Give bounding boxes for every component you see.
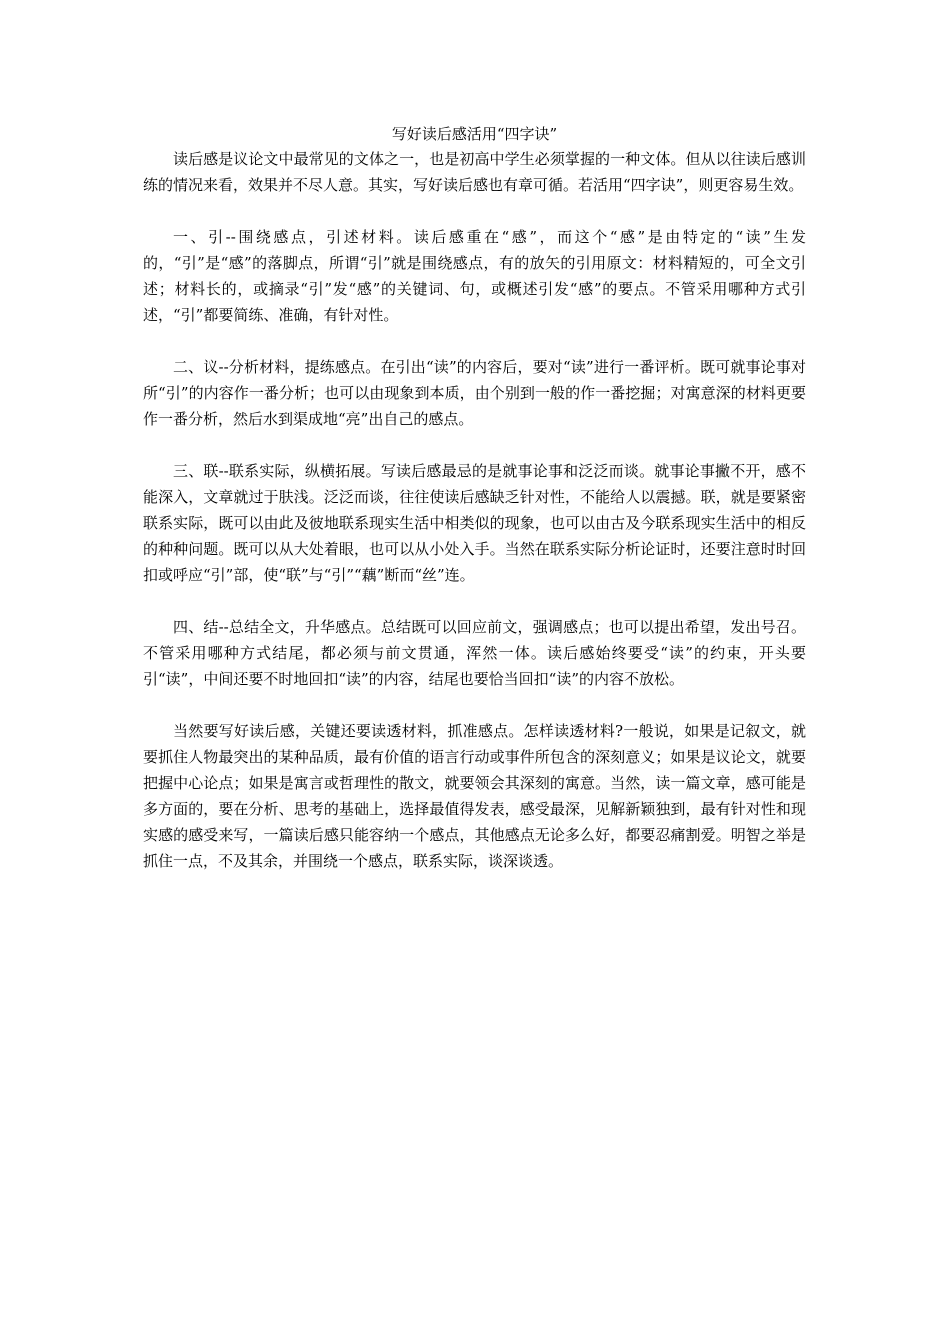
- paragraph-jie: 四、结--总结全文，升华感点。总结既可以回应前文，强调感点；也可以提出希望，发出号召。不管采用哪种方式结尾，都必须与前文贯通，浑然一体。读后感始终要受“读”的约束，开头要引“读”，中间还要不时地回扣“读”的内容，结尾也要恰当回扣“读”的内容不放松。: [143, 618, 806, 688]
- paragraph-gap: [143, 692, 806, 718]
- paragraph-lian: 三、联--联系实际，纵横拓展。写读后感最忌的是就事论事和泛泛而谈。就事论事撇不开，感不能深入，文章就过于肤浅。泛泛而谈，往往使读后感缺乏针对性，不能给人以震撼。联，就是要紧密联系实际，既可以由此及彼地联系现实生活中相类似的现象，也可以由古及今联系现实生活中的相反的种种问题。既可以从大处着眼，也可以从小处入手。当然在联系实际分析论证时，还要注意时时回扣或呼应“引”部，使“联”与“引”“藕”断而“丝”连。: [143, 462, 806, 584]
- paragraph-gap: [143, 588, 806, 614]
- paragraph-yi: 二、议--分析材料，提练感点。在引出“读”的内容后，要对“读”进行一番评析。既可就事论事对所“引”的内容作一番分析；也可以由现象到本质，由个别到一般的作一番挖掘；对寓意深的材料更要作一番分析，然后水到渠成地“亮”出自己的感点。: [143, 358, 806, 428]
- paragraph-gap: [143, 328, 806, 354]
- document-page: [143, 122, 806, 874]
- document-title: 写好读后感活用“四字诀”: [391, 125, 558, 143]
- paragraph-yin: 一、引--围绕感点，引述材料。读后感重在“感”，而这个“感”是由特定的“读”生发的，“引”是“感”的落脚点，所谓“引”就是围绕感点，有的放矢的引用原文：材料精短的，可全文引述；材料长的，或摘录“引”发“感”的关键词、句，或概述引发“感”的要点。不管采用哪种方式引述，“引”都要简练、准确，有针对性。: [143, 228, 806, 324]
- paragraph-gap: [143, 432, 806, 458]
- paragraph-intro: 读后感是议论文中最常见的文体之一，也是初高中学生必须掌握的一种文体。但从以往读后感训练的情况来看，效果并不尽人意。其实，写好读后感也有章可循。若活用“四字诀”，则更容易生效。: [143, 150, 806, 194]
- paragraph-gap: [143, 198, 806, 224]
- paragraph-conclusion: 当然要写好读后感，关键还要读透材料，抓准感点。怎样读透材料?一般说，如果是记叙文，就要抓住人物最突出的某种品质，最有价值的语言行动或事件所包含的深刻意义；如果是议论文，就要把握中心论点；如果是寓言或哲理性的散文，就要领会其深刻的寓意。当然，读一篇文章，感可能是多方面的，要在分析、思考的基础上，选择最值得发表，感受最深，见解新颖独到，最有针对性和现实感的感受来写，一篇读后感只能容纳一个感点，其他感点无论多么好，都要忍痛割爱。明智之举是抓住一点，不及其余，并围绕一个感点，联系实际，谈深谈透。: [143, 722, 806, 870]
